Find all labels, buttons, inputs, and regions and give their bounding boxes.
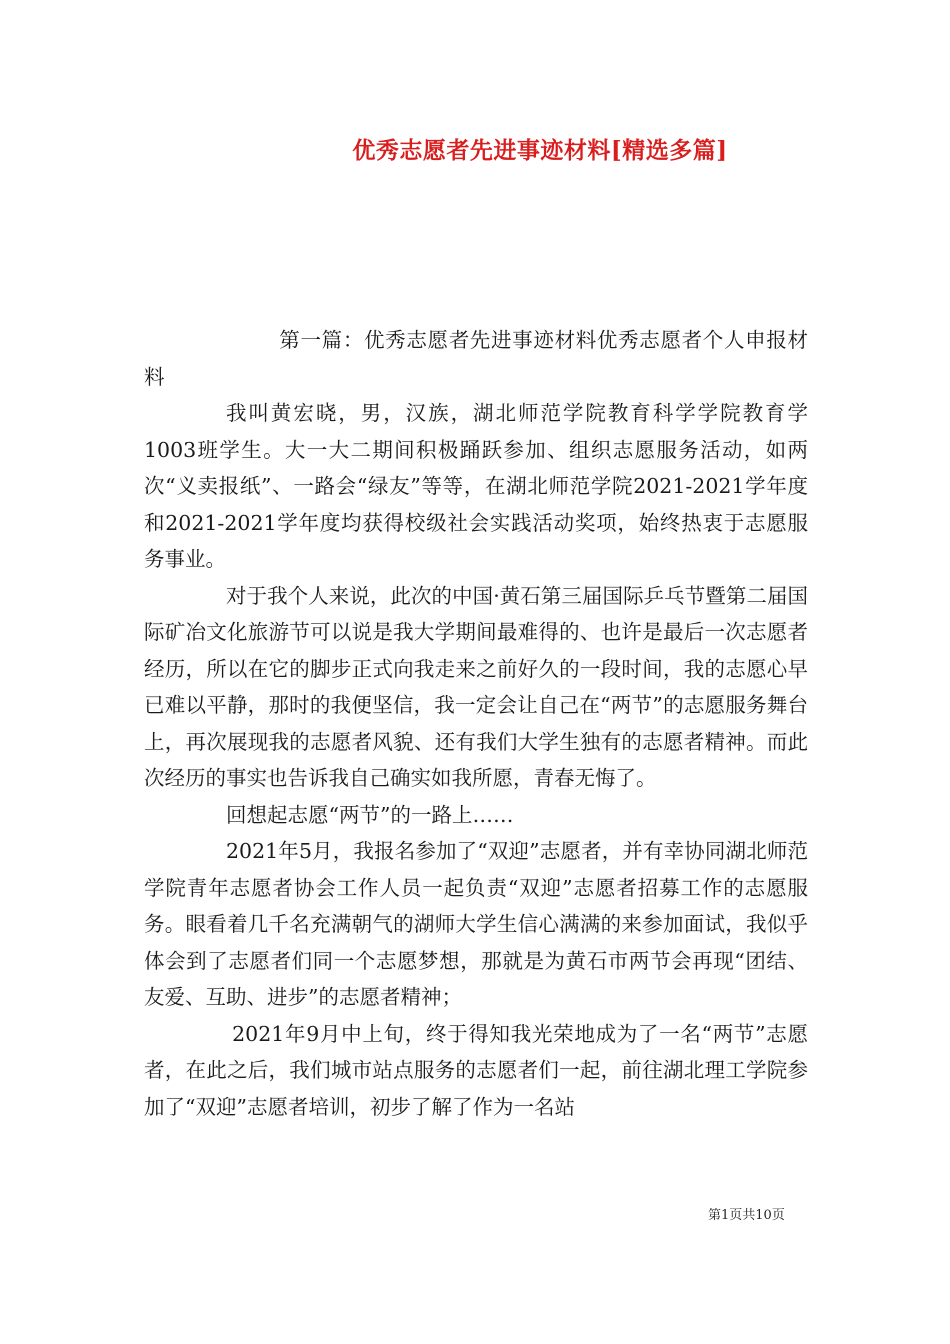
paragraph: 我叫黄宏晓，男，汉族，湖北师范学院教育科学学院教育学1003班学生。大一大二期间积极踊跃参加、组织志愿服务活动，如两次“义卖报纸”、一路会“绿友”等等，在湖北师范学院2021-2021学年度和2021-2021学年度均获得校级社会实践活动奖项，始终热衷于志愿服务事业。 — [144, 401, 808, 571]
paragraph: 对于我个人来说，此次的中国·黄石第三届国际乒乓节暨第二届国际矿冶文化旅游节可以说是我大学期间最难得的、也许是最后一次志愿者经历，所以在它的脚步正式向我走来之前好久的一段时间，我的志愿心早已难以平静，那时的我便坚信，我一定会让自己在“两节”的志愿服务舞台上，再次展现我的志愿者风貌、还有我们大学生独有的志愿者精神。而此次经历的事实也告诉我自己确实如我所愿，青春无悔了。 — [144, 583, 808, 790]
section-heading: 第一篇：优秀志愿者先进事迹材料优秀志愿者个人申报材料 — [144, 328, 808, 389]
paragraph: 回想起志愿“两节”的一路上…… — [226, 802, 514, 827]
paragraph: 2021年5月，我报名参加了“双迎”志愿者，并有幸协同湖北师范学院青年志愿者协会工作人员一起负责“双迎”志愿者招募工作的志愿服务。眼看着几千名充满朝气的湖师大学生信心满满的来参加面试，我似乎体会到了志愿者们同一个志愿梦想，那就是为黄石市两节会再现“团结、友爱、互助、进步”的志愿者精神； — [144, 839, 808, 1009]
paragraph: 2021年9月中上旬，终于得知我光荣地成为了一名“两节”志愿者，在此之后，我们城市站点服务的志愿者们一起，前往湖北理工学院参加了“双迎”志愿者培训，初步了解了作为一名站 — [144, 1021, 808, 1119]
document-body — [144, 322, 808, 1125]
document-title: 优秀志愿者先进事迹材料[精选多篇] — [352, 137, 728, 164]
page-number: 第1页共10页 — [708, 1208, 785, 1223]
